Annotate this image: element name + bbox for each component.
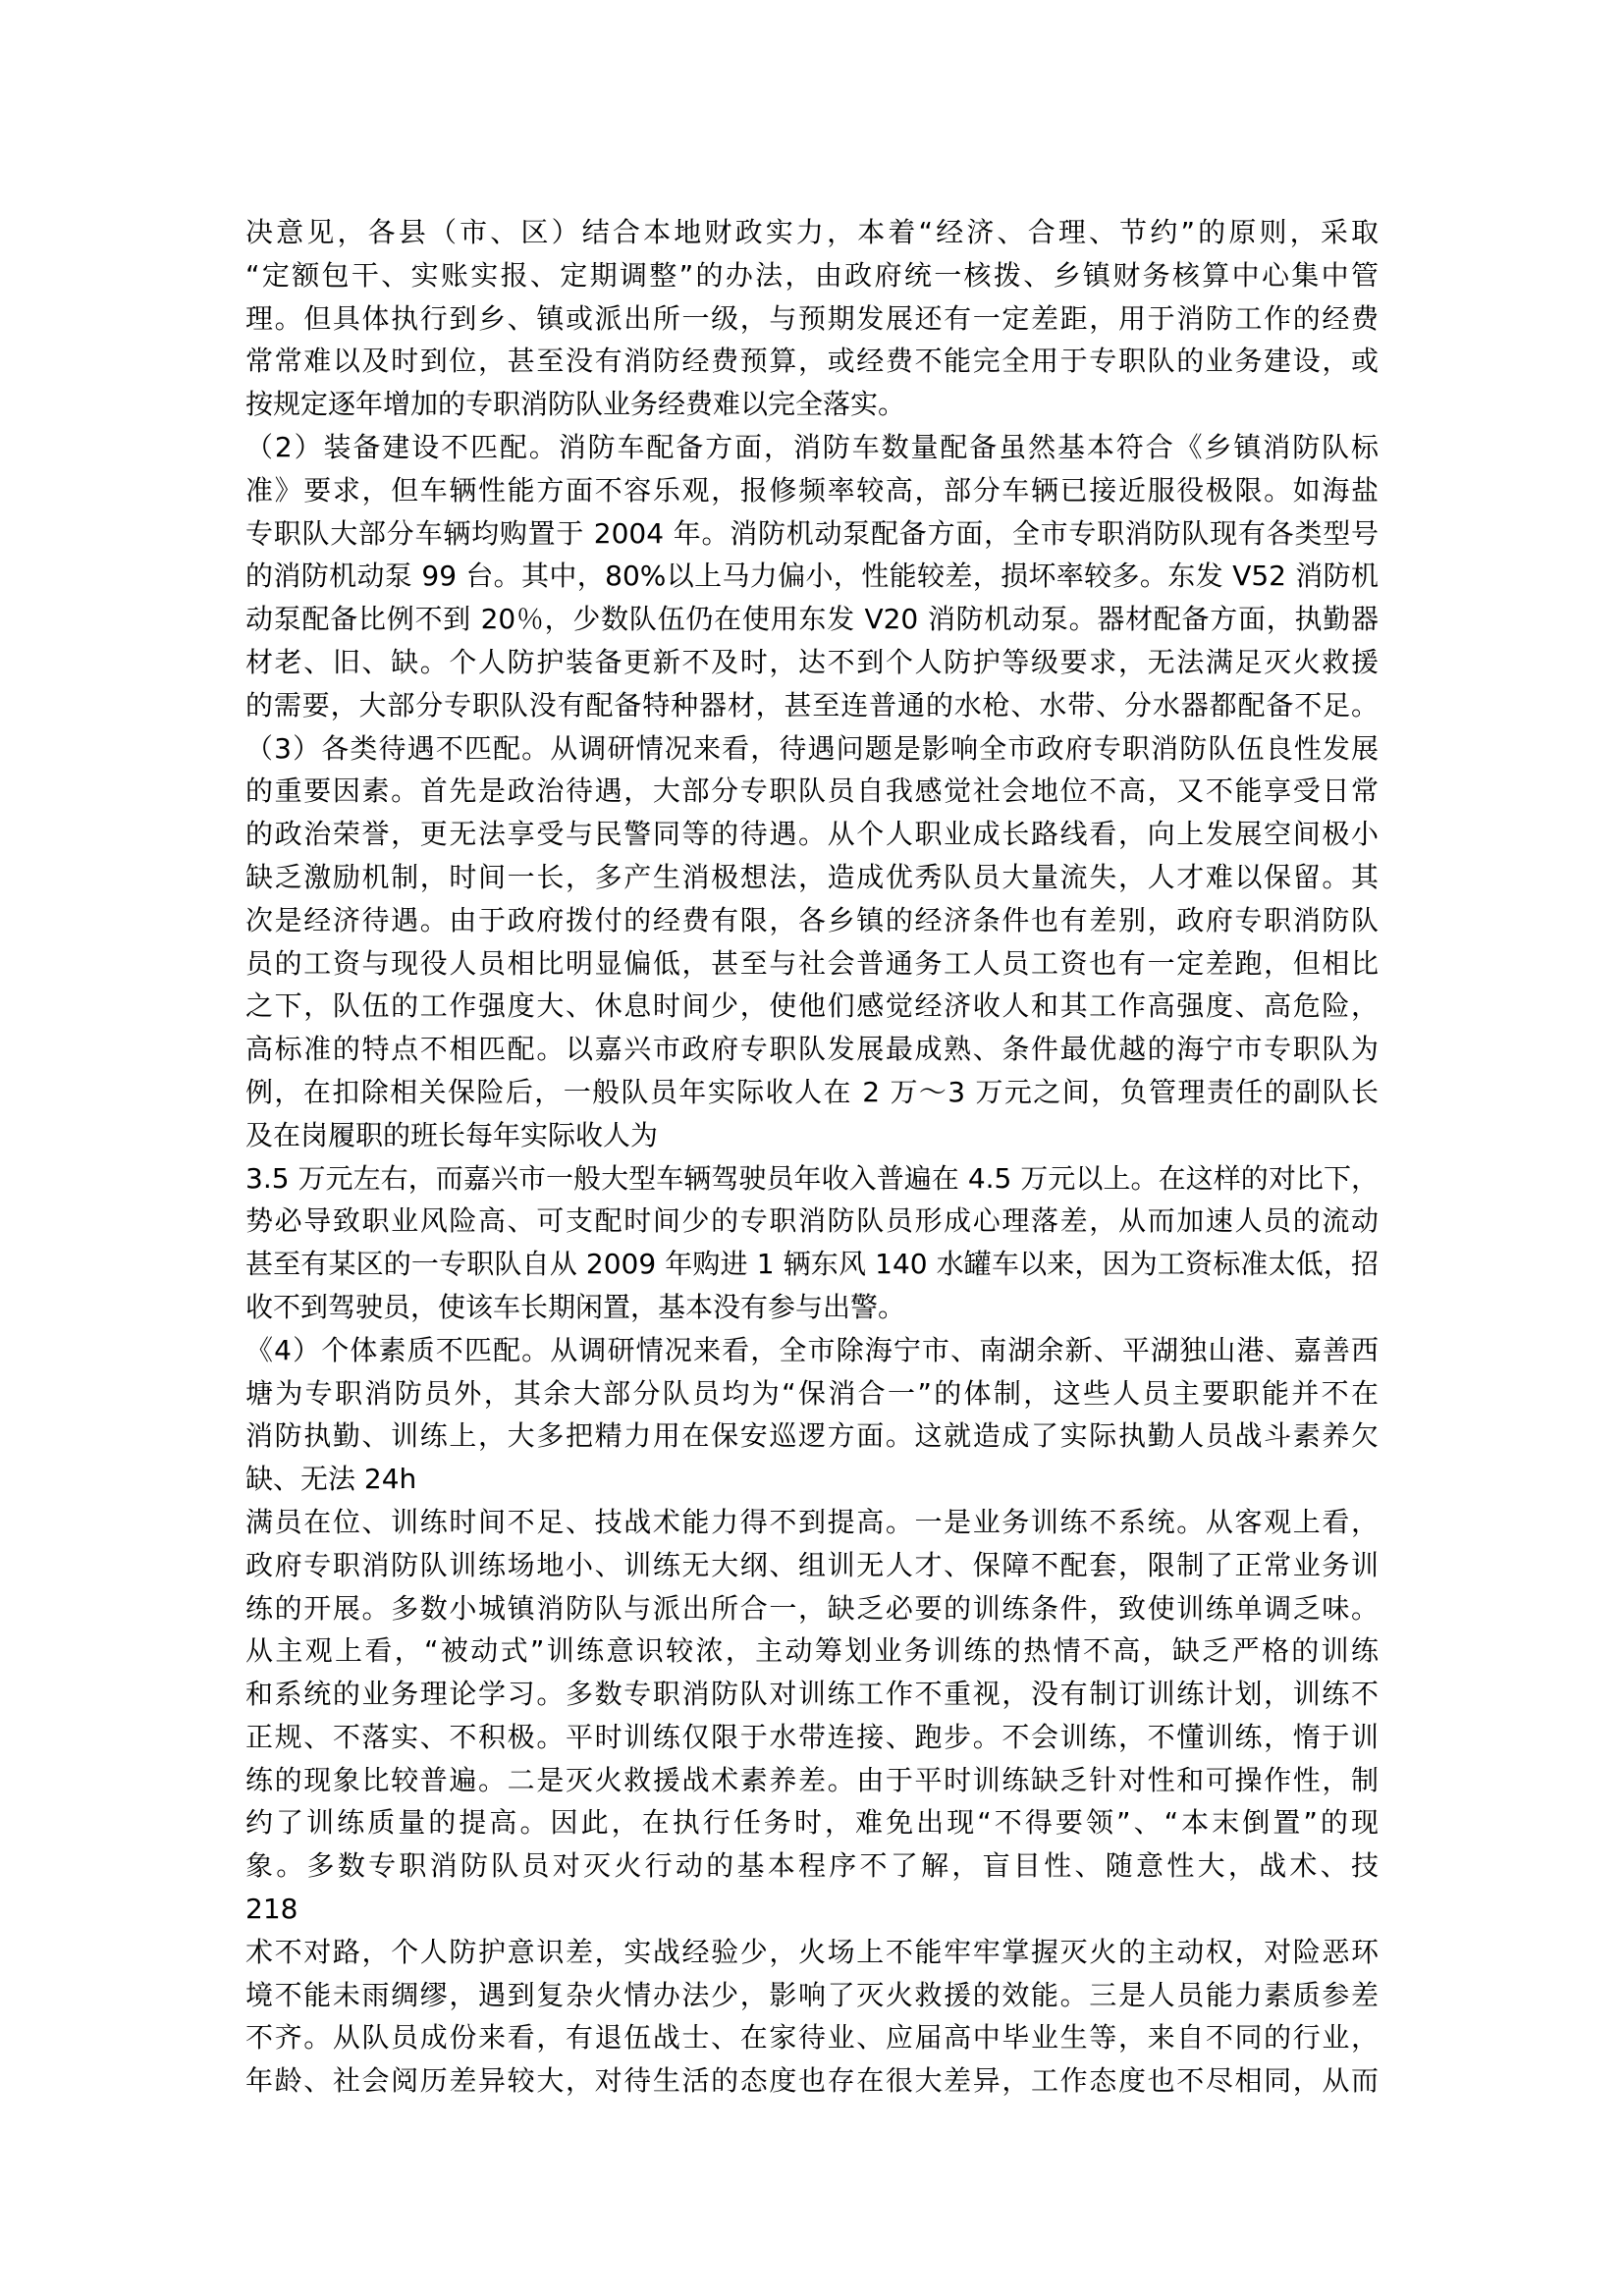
text-line: 术不对路，个人防护意识差，实战经验少，火场上不能牢牢掌握灭火的主动权，对险恶环: [245, 1935, 1379, 1968]
text-line: 及在岗履职的班长每年实际收人为: [245, 1118, 659, 1151]
text-line: 《4）个体素质不匹配。从调研情况来看，全市除海宁市、南湖余新、平湖独山港、嘉善西: [245, 1333, 1379, 1366]
page-number-text: 218: [245, 1893, 298, 1926]
text-line: 的重要因素。首先是政治待遇，大部分专职队员自我感觉社会地位不高，又不能享受日常: [245, 774, 1379, 808]
text-line: 缺、无法 24h: [245, 1463, 417, 1496]
text-line: 塘为专职消防员外，其余大部分队员均为“保消合一”的体制，这些人员主要职能并不在: [245, 1376, 1379, 1410]
text-block: [245, 211, 1379, 2103]
text-line: 动泵配备比例不到 20％，少数队伍仍在使用东发 V20 消防机动泵。器材配备方面，执勤器: [245, 603, 1379, 636]
text-line: 理。但具体执行到乡、镇或派出所一级，与预期发展还有一定差距，用于消防工作的经费: [245, 301, 1379, 335]
text-line: 的消防机动泵 99 台。其中，80%以上马力偏小，性能较差，损坏率较多。东发 V52 消防机: [245, 560, 1379, 593]
text-line: （3）各类待遇不匹配。从调研情况来看，待遇问题是影响全市政府专职消防队伍良性发展: [245, 731, 1379, 765]
text-line: 的需要，大部分专职队没有配备特种器材，甚至连普通的水枪、水带、分水器都配备不足。: [245, 688, 1379, 721]
text-line: 年龄、社会阅历差异较大，对待生活的态度也存在很大差异，工作态度也不尽相同，从而: [245, 2064, 1379, 2098]
text-line: “定额包干、实账实报、定期调整”的办法，由政府统一核拨、乡镇财务核算中心集中管: [245, 258, 1379, 292]
text-line: 政府专职消防队训练场地小、训练无大纲、组训无人才、保障不配套，限制了正常业务训: [245, 1548, 1379, 1581]
text-line: 员的工资与现役人员相比明显偏低，甚至与社会普通务工人员工资也有一定差跑，但相比: [245, 946, 1379, 980]
text-line: 收不到驾驶员，使该车长期闲置，基本没有参与出警。: [245, 1290, 906, 1323]
text-line: 例，在扣除相关保险后，一般队员年实际收人在 2 万～3 万元之间，负管理责任的副队长: [245, 1075, 1379, 1108]
text-line: 消防执勤、训练上，大多把精力用在保安巡逻方面。这就造成了实际执勤人员战斗素养欠: [245, 1419, 1379, 1453]
text-line: 次是经济待遇。由于政府拨付的经费有限，各乡镇的经济条件也有差别，政府专职消防队: [245, 903, 1379, 936]
text-line: 常常难以及时到位，甚至没有消防经费预算，或经费不能完全用于专职队的业务建设，或: [245, 345, 1379, 378]
text-line: 和系统的业务理论学习。多数专职消防队对训练工作不重视，没有制订训练计划，训练不: [245, 1678, 1379, 1711]
text-line: 练的现象比较普遍。二是灭火救援战术素养差。由于平时训练缺乏针对性和可操作性，制: [245, 1763, 1379, 1796]
text-line: 象。多数专职消防队员对灭火行动的基本程序不了解，盲目性、随意性大，战术、技: [245, 1849, 1379, 1883]
text-line: 境不能未雨绸缪，遇到复杂火情办法少，影响了灭火救援的效能。三是人员能力素质参差: [245, 1978, 1379, 2011]
text-line: 约了训练质量的提高。因此，在执行任务时，难免出现“不得要领”、“本末倒置”的现: [245, 1806, 1379, 1840]
text-line: 满员在位、训练时间不足、技战术能力得不到提高。一是业务训练不系统。从客观上看，: [245, 1505, 1379, 1538]
text-line: 准》要求，但车辆性能方面不容乐观，报修频率较高，部分车辆已接近服役极限。如海盐: [245, 473, 1379, 507]
text-line: （2）装备建设不匹配。消防车配备方面，消防车数量配备虽然基本符合《乡镇消防队标: [245, 430, 1379, 463]
text-line: 高标准的特点不相匹配。以嘉兴市政府专职队发展最成熟、条件最优越的海宁市专职队为: [245, 1033, 1379, 1066]
text-line: 3.5 万元左右，而嘉兴市一般大型车辆驾驶员年收入普遍在 4.5 万元以上。在这样的对比下，: [245, 1161, 1379, 1195]
text-line: 之下，队伍的工作强度大、休息时间少，使他们感觉经济收人和其工作高强度、高危险，: [245, 989, 1379, 1023]
text-line: 专职队大部分车辆均购置于 2004 年。消防机动泵配备方面，全市专职消防队现有各类型号: [245, 516, 1379, 550]
text-line: 势必导致职业风险高、可支配时间少的专职消防队员形成心理落差，从而加速人员的流动: [245, 1204, 1379, 1238]
text-line: 正规、不落实、不积极。平时训练仅限于水带连接、跑步。不会训练，不懂训练，惰于训: [245, 1720, 1379, 1753]
text-line: 的政治荣誉，更无法享受与民警同等的待遇。从个人职业成长路线看，向上发展空间极小: [245, 818, 1379, 851]
text-line: 材老、旧、缺。个人防护装备更新不及时，达不到个人防护等级要求，无法满足灭火救援: [245, 645, 1379, 678]
text-line: 练的开展。多数小城镇消防队与派出所合一，缺乏必要的训练条件，致使训练单调乏味。: [245, 1591, 1379, 1625]
text-line: 从主观上看，“被动式”训练意识较浓，主动筹划业务训练的热情不高，缺乏严格的训练: [245, 1634, 1379, 1668]
text-line: 按规定逐年增加的专职消防队业务经费难以完全落实。: [245, 388, 906, 421]
text-line: 不齐。从队员成份来看，有退伍战士、在家待业、应届高中毕业生等，来自不同的行业，: [245, 2021, 1379, 2055]
text-line: 缺乏激励机制，时间一长，多产生消极想法，造成优秀队员大量流失，人才难以保留。其: [245, 860, 1379, 893]
text-line: 决意见，各县（市、区）结合本地财政实力，本着“经济、合理、节约”的原则，采取: [245, 216, 1379, 248]
text-line: 甚至有某区的一专职队自从 2009 年购进 1 辆东风 140 水罐车以来，因为工资标准太低，招: [245, 1248, 1379, 1281]
